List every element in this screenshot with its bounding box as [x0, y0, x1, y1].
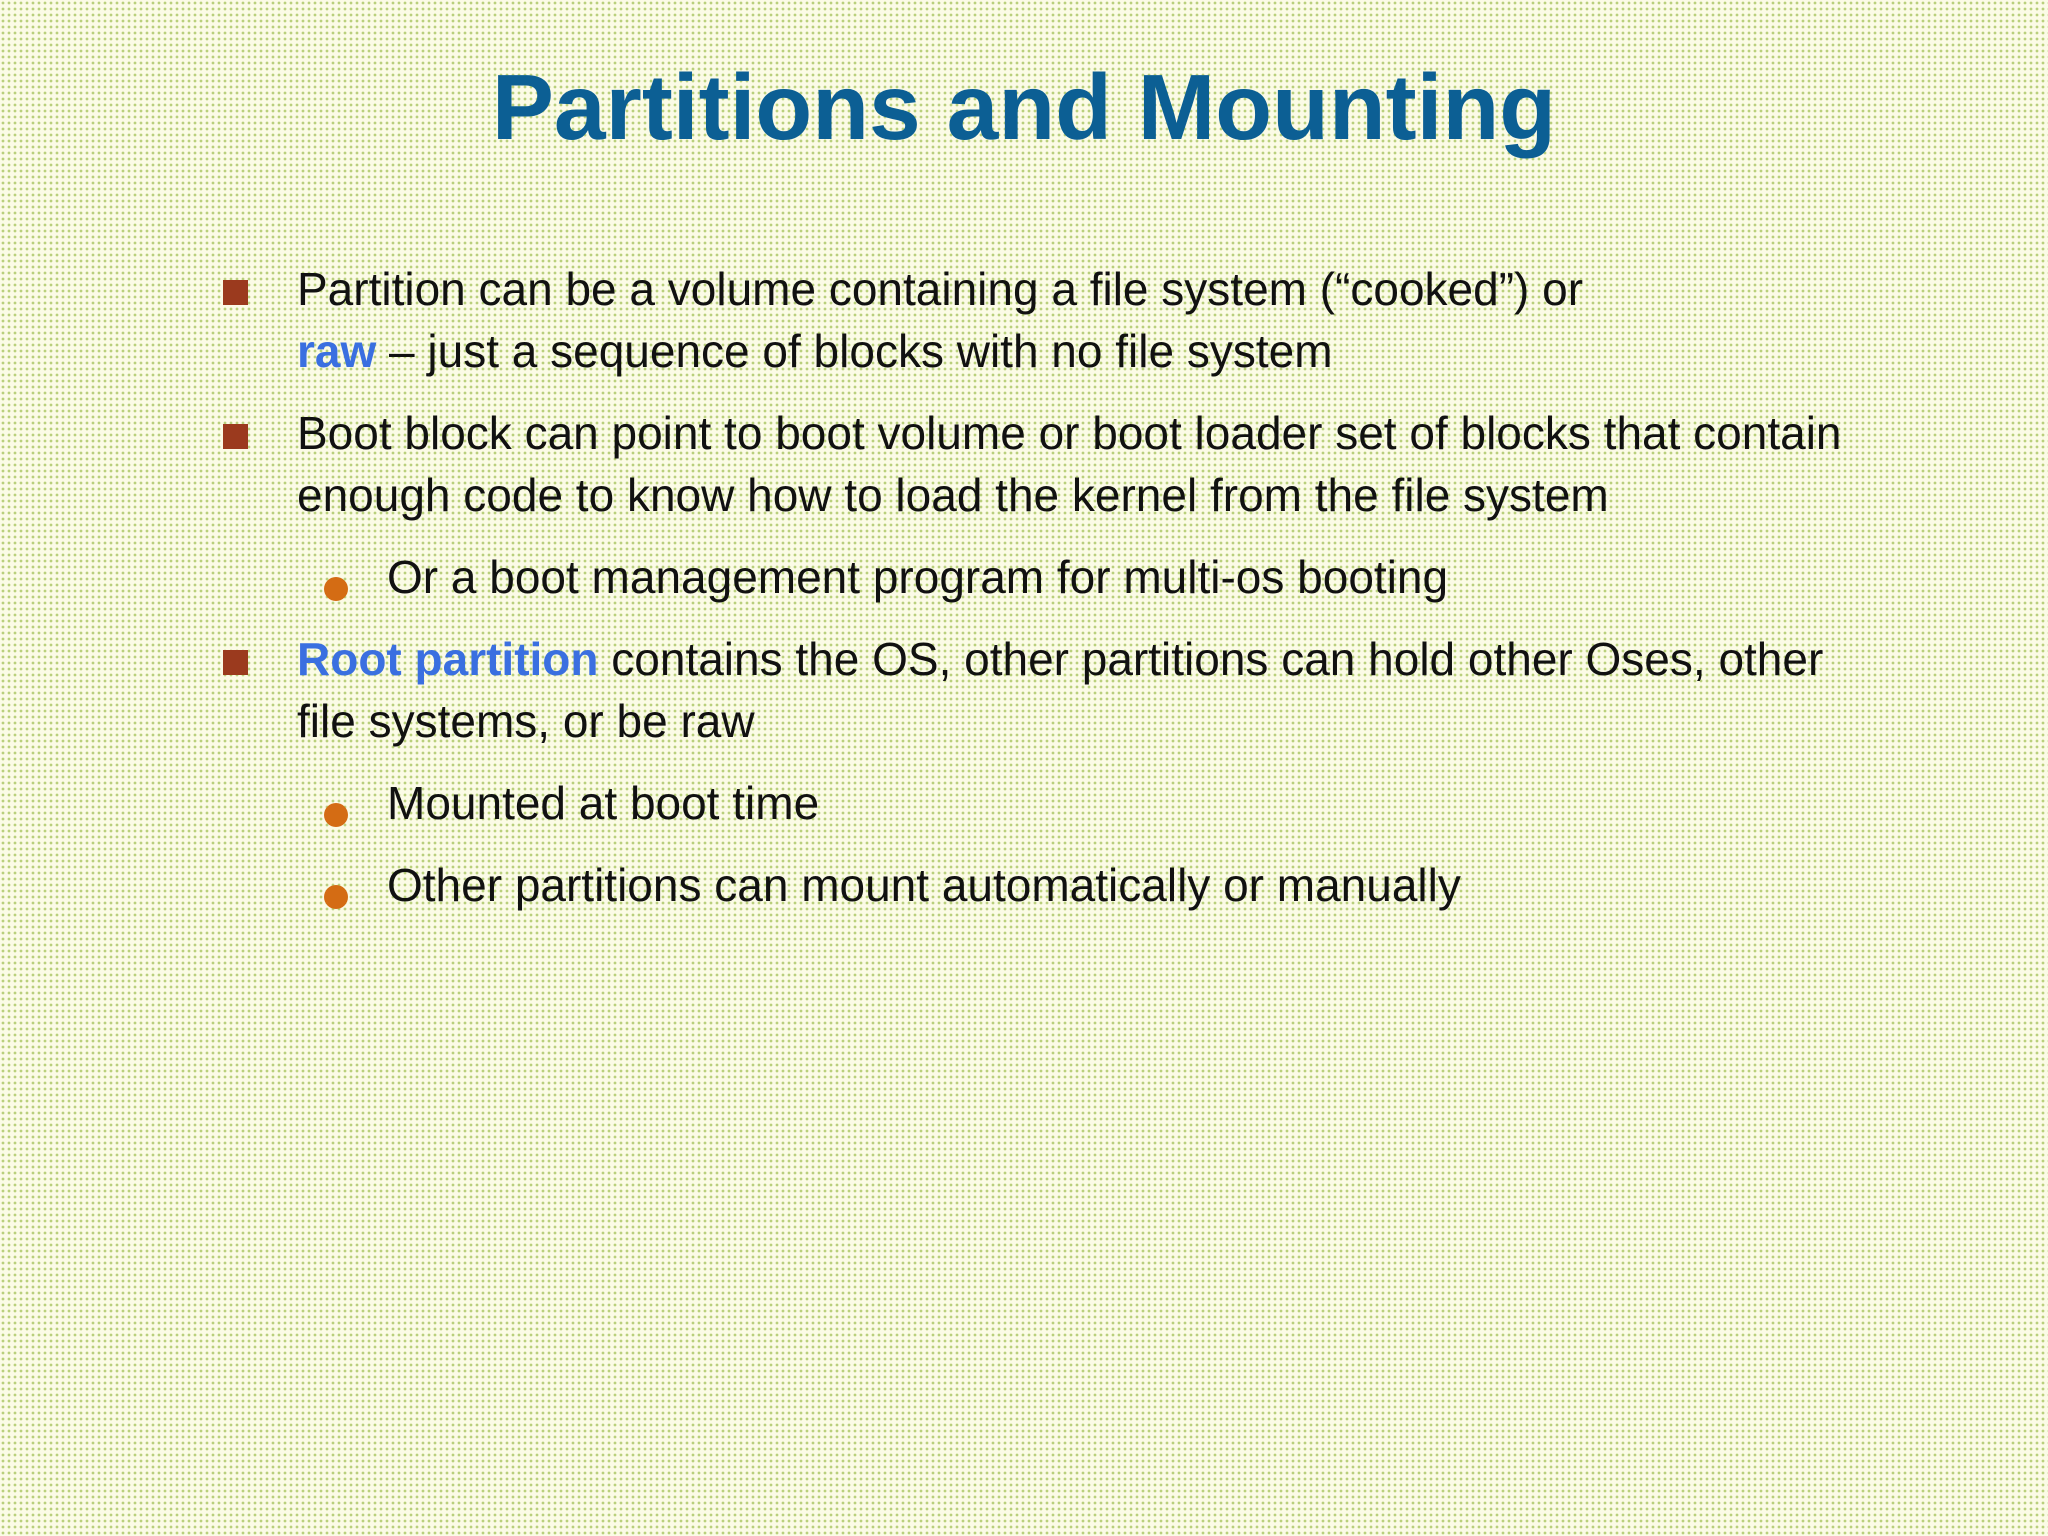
- square-bullet-icon: [223, 424, 248, 449]
- dot-bullet-icon: [324, 803, 348, 827]
- bullet-text: contains the OS, other partitions can hold other Oses, other file systems, or be raw: [297, 633, 1824, 747]
- sub-bullet-item: [0, 546, 1857, 608]
- bullet-item: [0, 402, 1857, 526]
- sub-bullet-item: [0, 854, 1857, 916]
- sub-bullet-text: Other partitions can mount automatically or manually: [387, 859, 1461, 911]
- sub-bullet-text: Mounted at boot time: [387, 777, 820, 829]
- square-bullet-icon: [223, 280, 248, 305]
- bullet-item: [0, 628, 1857, 752]
- square-bullet-icon: [223, 650, 248, 675]
- dot-bullet-icon: [324, 577, 348, 601]
- bullet-text: Boot block can point to boot volume or boot loader set of blocks that contain enough code to know how to load the kernel from the file system: [297, 407, 1842, 521]
- highlight-text: Root partition: [297, 633, 599, 685]
- sub-bullet-text: Or a boot management program for multi-os booting: [387, 551, 1449, 603]
- bullet-item: [0, 258, 1857, 382]
- slide-title: Partitions and Mounting: [491, 55, 1557, 159]
- bullet-text: – just a sequence of blocks with no file system: [376, 325, 1333, 377]
- bullet-text: Partition can be a volume containing a file system (“cooked”) or: [297, 263, 1584, 315]
- sub-bullet-item: [0, 772, 1857, 834]
- bullet-list: [0, 258, 2048, 936]
- dot-bullet-icon: [324, 885, 348, 909]
- highlight-text: raw: [297, 325, 377, 377]
